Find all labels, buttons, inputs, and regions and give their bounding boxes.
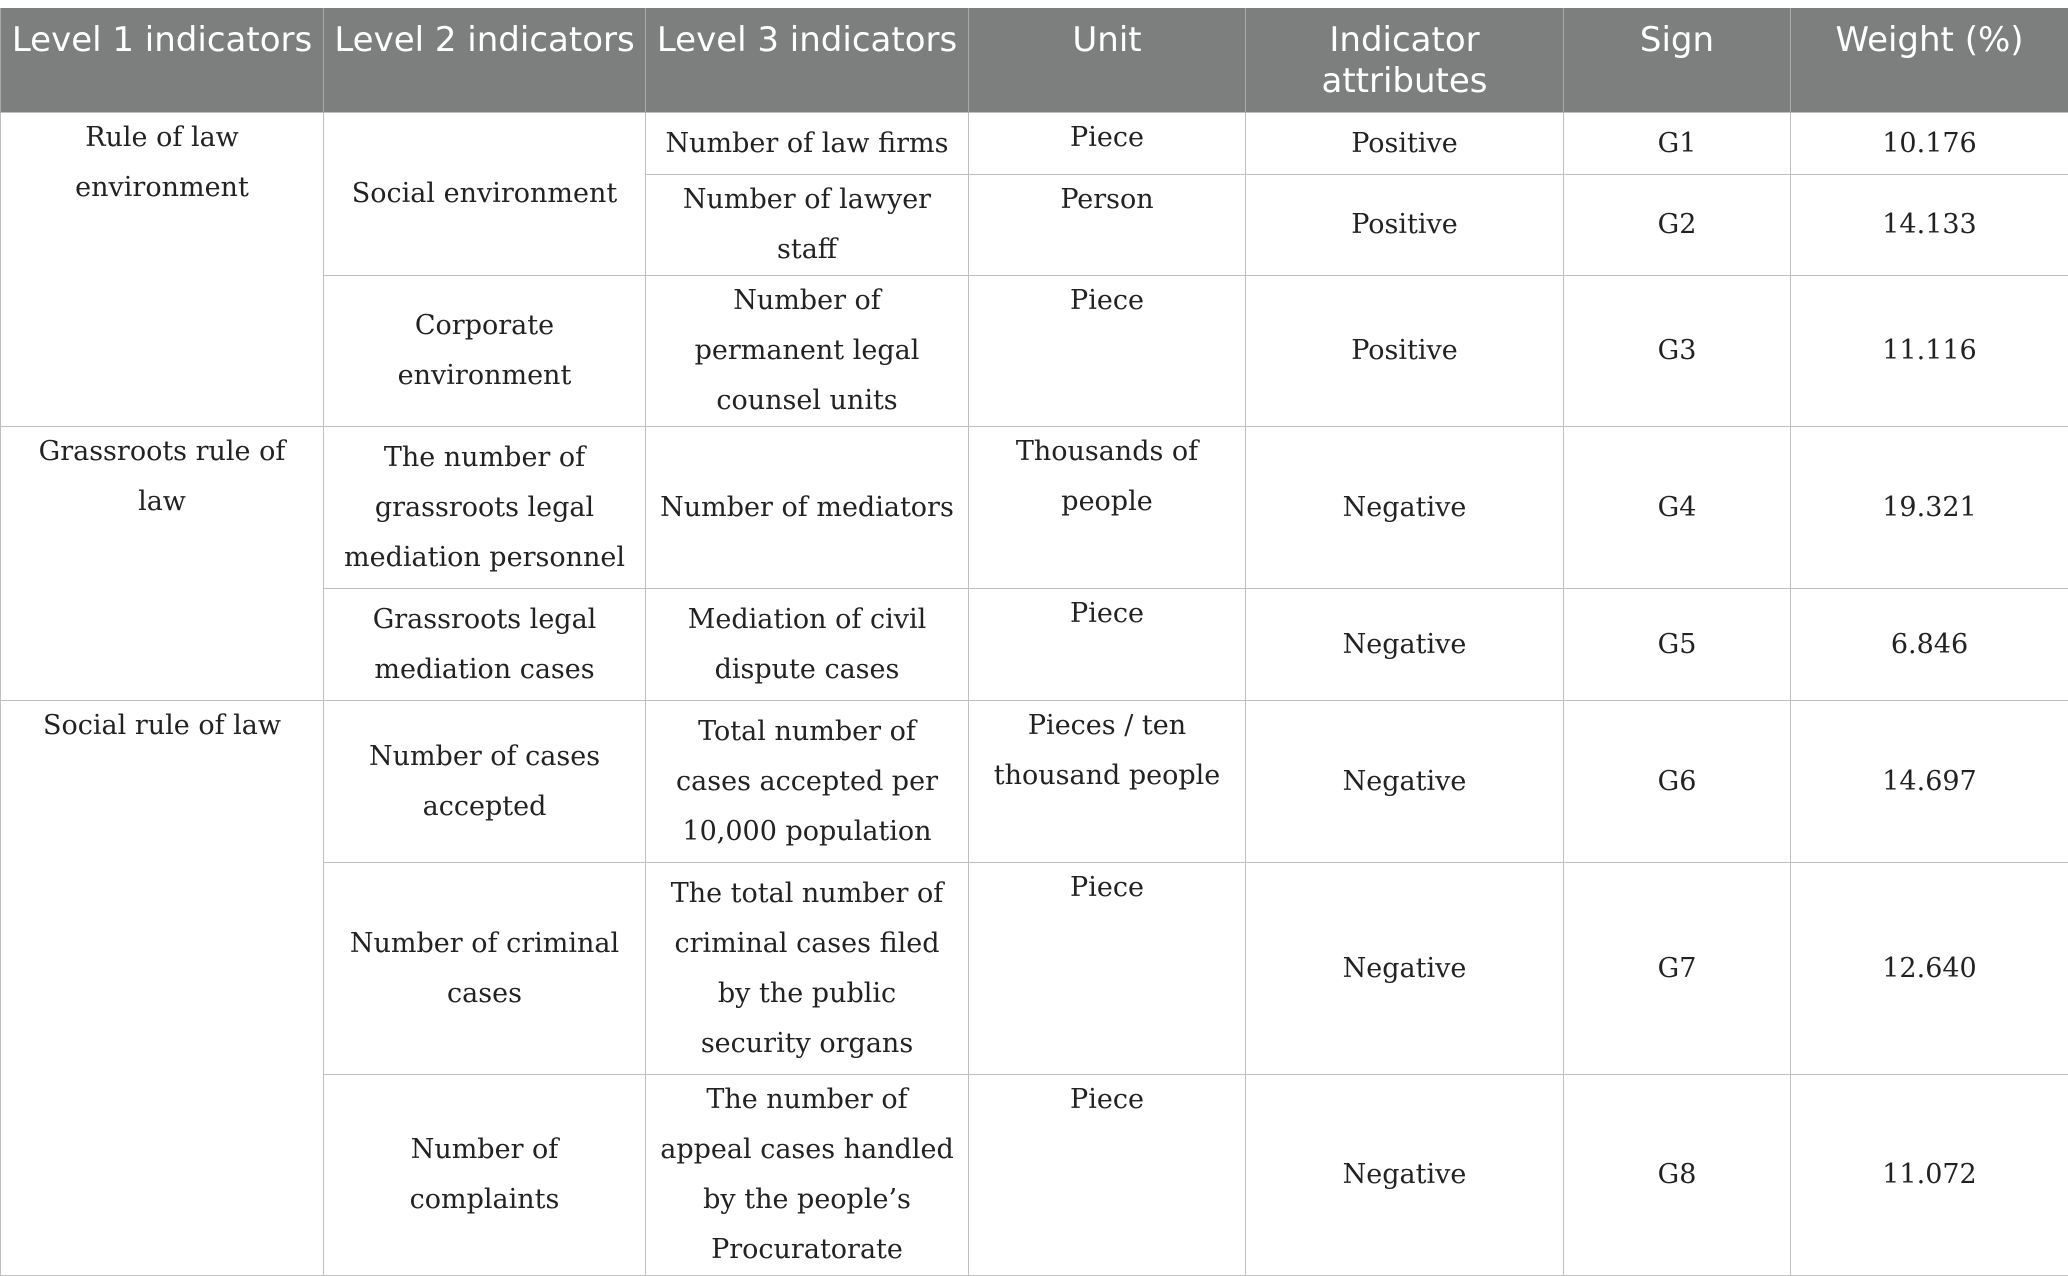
- weight-cell: 6.846: [1791, 589, 2068, 701]
- header-level3: Level 3 indicators: [646, 8, 969, 113]
- level3-cell: Total number of cases accepted per 10,000 population: [646, 701, 969, 863]
- attribute-cell: Negative: [1246, 427, 1564, 589]
- level3-cell: Number of lawyer staff: [646, 175, 969, 276]
- table-header-row: [1, 8, 2068, 113]
- attribute-cell: Negative: [1246, 589, 1564, 701]
- level3-cell: Mediation of civil dispute cases: [646, 589, 969, 701]
- indicator-table: [0, 8, 2068, 1276]
- unit-cell: Pieces / ten thousand people: [969, 701, 1246, 863]
- unit-cell: Piece: [969, 113, 1246, 175]
- sign-cell: G1: [1564, 113, 1791, 175]
- level2-cell: Grassroots legal mediation cases: [324, 589, 646, 701]
- sign-cell: G6: [1564, 701, 1791, 863]
- attribute-cell: Positive: [1246, 175, 1564, 276]
- header-sign: Sign: [1564, 8, 1791, 113]
- level1-cell: Social rule of law: [1, 701, 324, 1276]
- sign-cell: G8: [1564, 1075, 1791, 1276]
- unit-cell: Piece: [969, 589, 1246, 701]
- sign-cell: G4: [1564, 427, 1791, 589]
- level1-cell: Grassroots rule of law: [1, 427, 324, 701]
- level2-cell: Number of complaints: [324, 1075, 646, 1276]
- level3-cell: The total number of criminal cases filed by the public security organs: [646, 863, 969, 1075]
- header-attributes: Indicator attributes: [1246, 8, 1564, 113]
- weight-cell: 19.321: [1791, 427, 2068, 589]
- attribute-cell: Positive: [1246, 276, 1564, 427]
- unit-cell: Person: [969, 175, 1246, 276]
- unit-cell: Piece: [969, 276, 1246, 427]
- attribute-cell: Negative: [1246, 701, 1564, 863]
- level1-cell: Rule of law environment: [1, 113, 324, 427]
- attribute-cell: Positive: [1246, 113, 1564, 175]
- sign-cell: G2: [1564, 175, 1791, 276]
- header-unit: Unit: [969, 8, 1246, 113]
- attribute-cell: Negative: [1246, 1075, 1564, 1276]
- table-row: [1, 427, 2068, 589]
- sign-cell: G5: [1564, 589, 1791, 701]
- unit-cell: Piece: [969, 1075, 1246, 1276]
- weight-cell: 11.116: [1791, 276, 2068, 427]
- weight-cell: 14.133: [1791, 175, 2068, 276]
- header-level2: Level 2 indicators: [324, 8, 646, 113]
- table-row: [1, 701, 2068, 863]
- level2-cell: The number of grassroots legal mediation personnel: [324, 427, 646, 589]
- level2-cell: Number of cases accepted: [324, 701, 646, 863]
- weight-cell: 12.640: [1791, 863, 2068, 1075]
- level2-cell: Number of criminal cases: [324, 863, 646, 1075]
- header-weight: Weight (%): [1791, 8, 2068, 113]
- table-row: [1, 113, 2068, 175]
- sign-cell: G7: [1564, 863, 1791, 1075]
- unit-cell: Piece: [969, 863, 1246, 1075]
- level2-cell: Corporate environment: [324, 276, 646, 427]
- level3-cell: The number of appeal cases handled by the people’s Procuratorate: [646, 1075, 969, 1276]
- unit-cell: Thousands of people: [969, 427, 1246, 589]
- weight-cell: 10.176: [1791, 113, 2068, 175]
- weight-cell: 14.697: [1791, 701, 2068, 863]
- attribute-cell: Negative: [1246, 863, 1564, 1075]
- level3-cell: Number of law firms: [646, 113, 969, 175]
- header-level1: Level 1 indicators: [1, 8, 324, 113]
- sign-cell: G3: [1564, 276, 1791, 427]
- level3-cell: Number of permanent legal counsel units: [646, 276, 969, 427]
- level2-cell: Social environment: [324, 113, 646, 276]
- level3-cell: Number of mediators: [646, 427, 969, 589]
- weight-cell: 11.072: [1791, 1075, 2068, 1276]
